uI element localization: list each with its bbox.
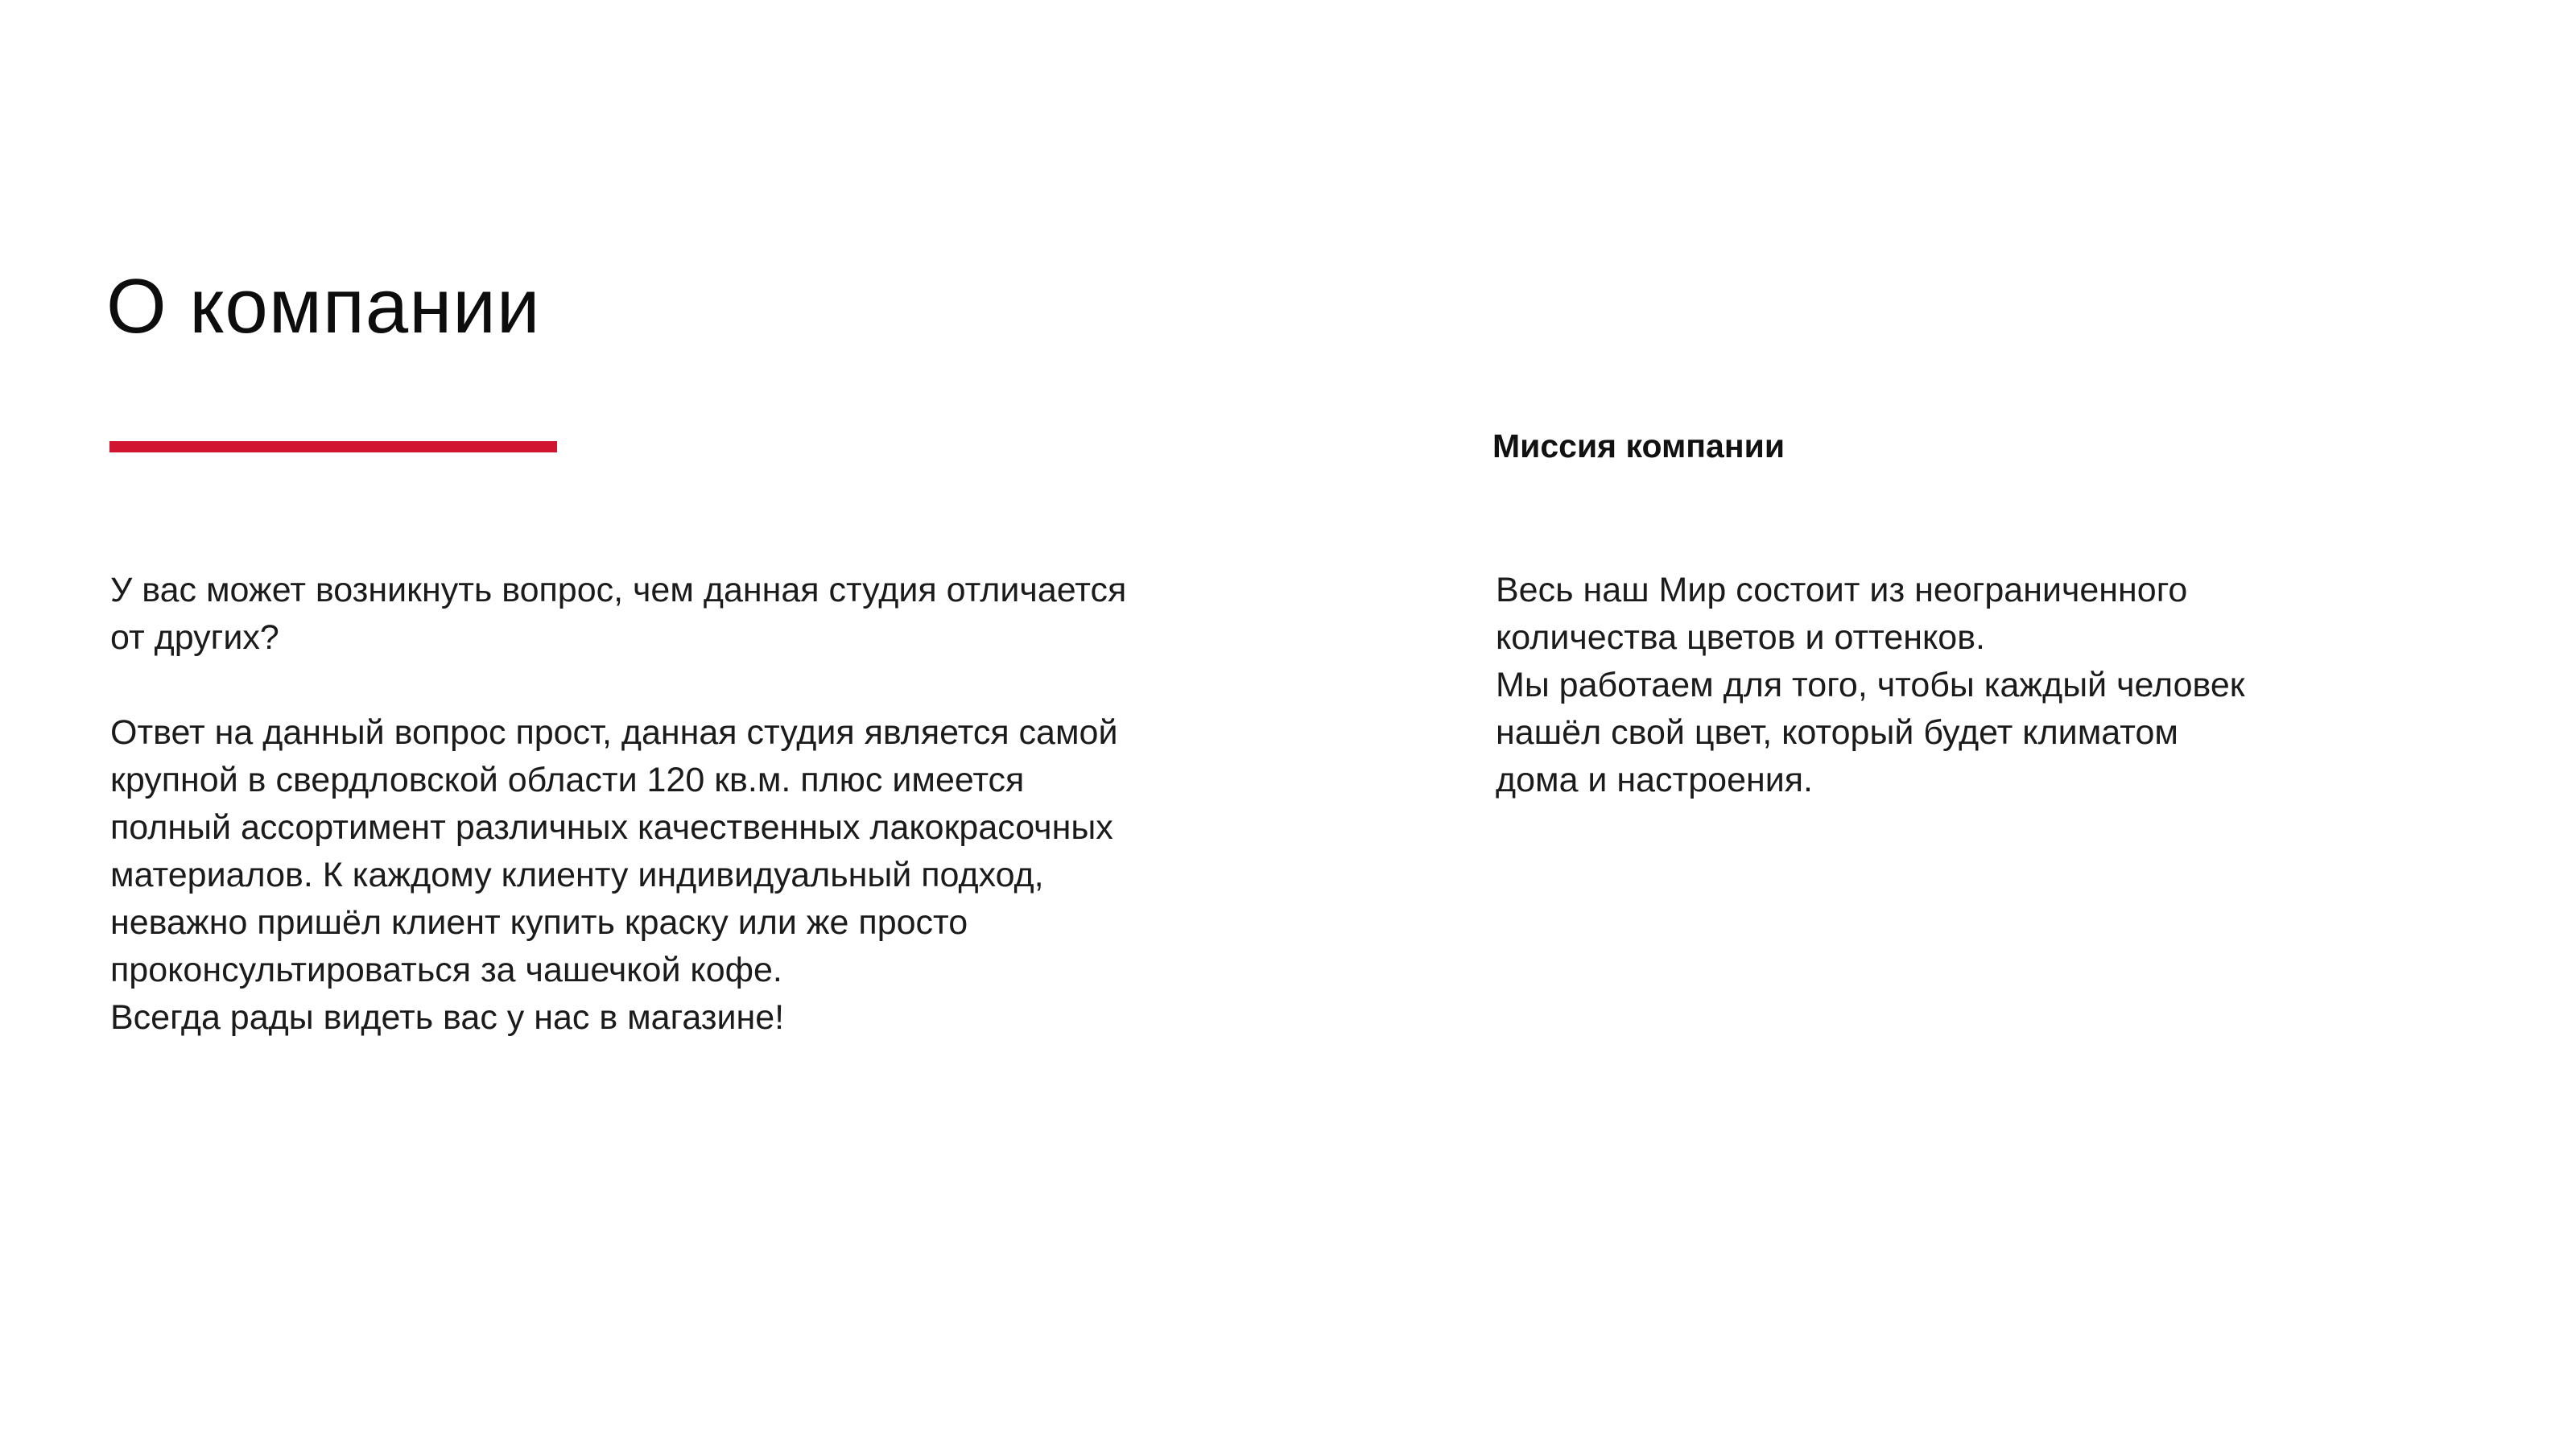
mission-heading: Миссия компании	[1492, 427, 1785, 464]
mission-line: дома и настроения.	[1496, 761, 1813, 799]
mission-paragraph	[1496, 567, 2494, 804]
mission-line: Весь наш Мир состоит из неограниченного	[1496, 571, 2188, 609]
about-question-line: от других?	[110, 618, 279, 657]
mission-line: нашёл свой цвет, который будет климатом	[1496, 713, 2178, 752]
mission-line: количества цветов и оттенков.	[1496, 618, 1986, 657]
page-title: О компании	[106, 263, 541, 349]
about-answer-line: Всегда рады видеть вас у нас в магазине!	[110, 998, 785, 1037]
mission-line: Мы работаем для того, чтобы каждый человек	[1496, 666, 2245, 704]
about-answer-line: материалов. К каждому клиенту индивидуальный подход,	[110, 856, 1044, 894]
mission-text	[1496, 567, 2494, 804]
about-answer-line: Ответ на данный вопрос прост, данная студия является самой	[110, 713, 1118, 752]
paragraph-gap	[110, 662, 1286, 709]
about-answer-line: неважно пришёл клиент купить краску или же просто	[110, 903, 968, 942]
about-text	[110, 567, 1286, 1042]
about-answer-paragraph	[110, 709, 1286, 1042]
about-question-line: У вас может возникнуть вопрос, чем данная студия отличается	[110, 571, 1127, 609]
about-answer-line: полный ассортимент различных качественных лакокрасочных	[110, 808, 1113, 847]
title-accent-line	[109, 441, 557, 452]
about-answer-line: проконсультироваться за чашечкой кофе.	[110, 951, 782, 989]
about-answer-line: крупной в свердловской области 120 кв.м. плюс имеется	[110, 761, 1025, 799]
about-question-paragraph	[110, 567, 1286, 662]
